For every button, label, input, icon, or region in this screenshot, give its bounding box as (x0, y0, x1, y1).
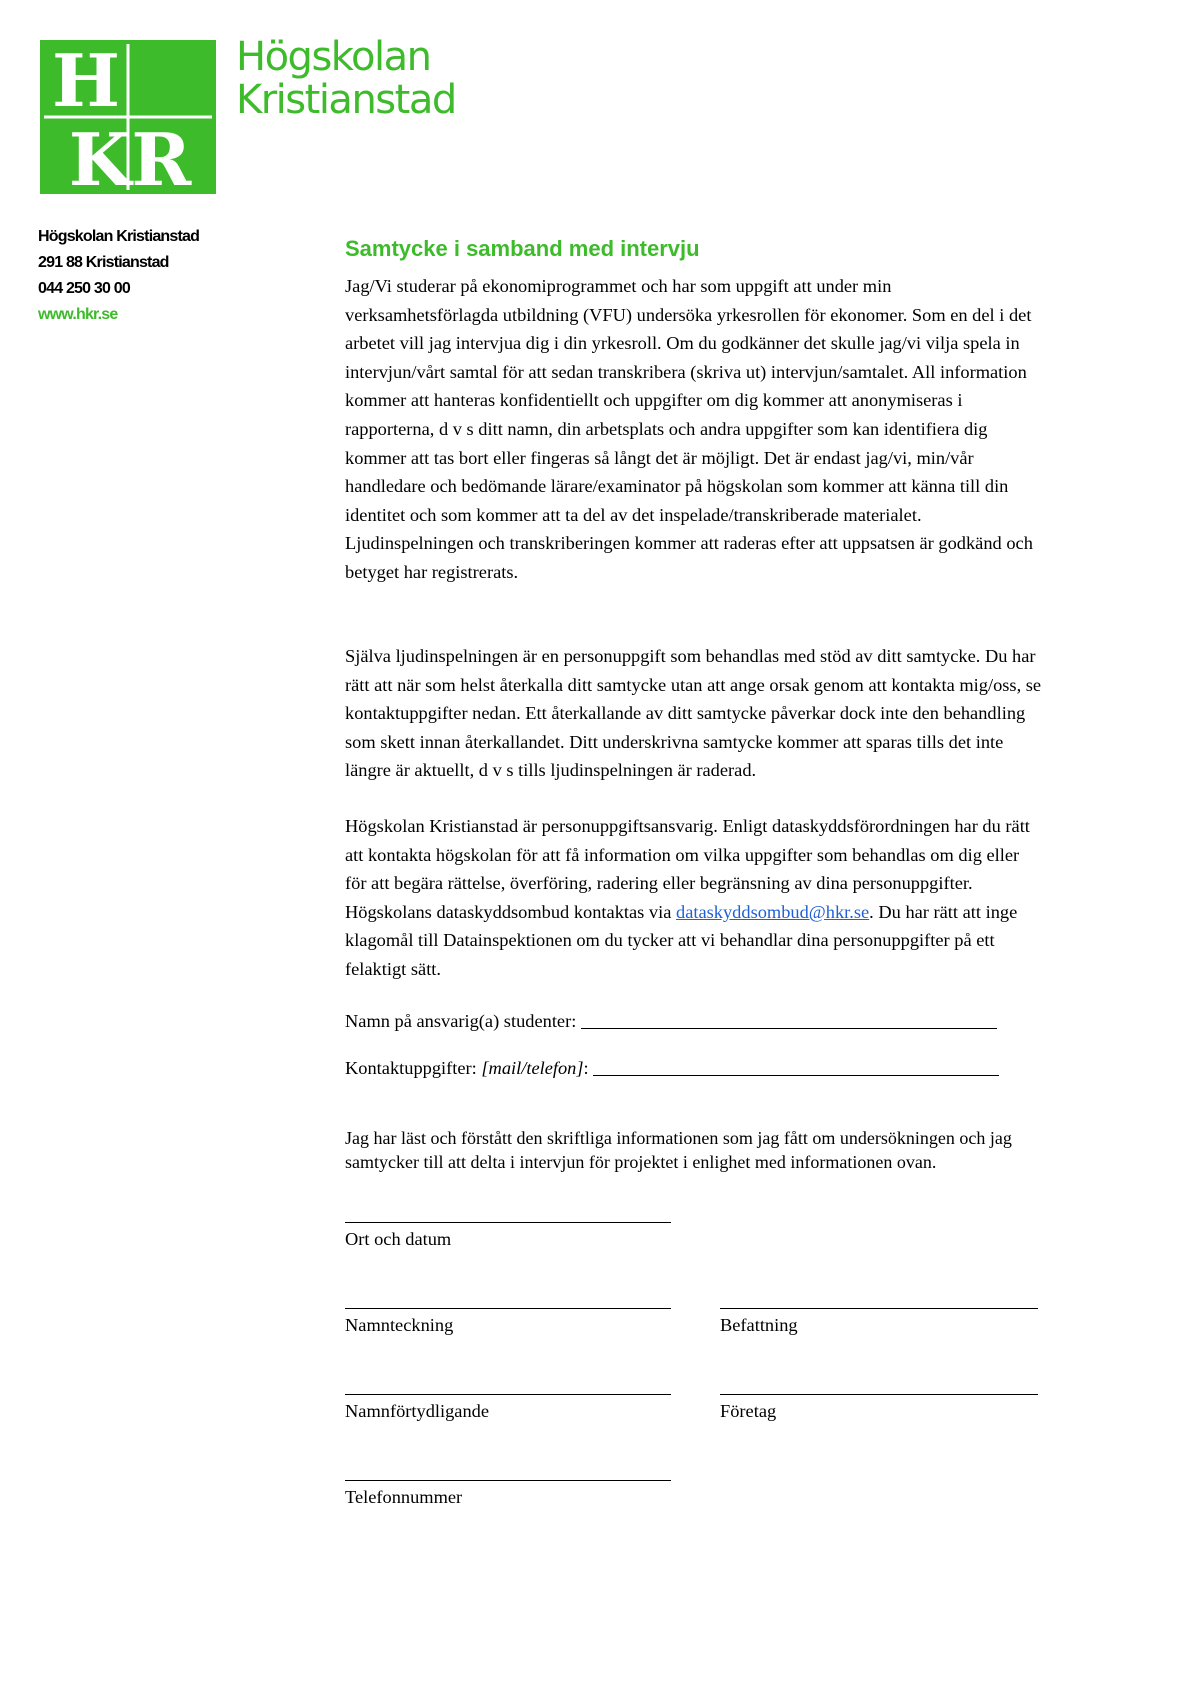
contact-field-hint: [mail/telefon] (481, 1058, 584, 1078)
address-website-link[interactable]: www.hkr.se (38, 306, 118, 323)
dpo-email-link[interactable]: dataskyddsombud@hkr.se (676, 901, 870, 922)
paragraph-data-protection-text: Högskolan Kristianstad är personuppgiftsansvarig. Enligt dataskyddsförordningen har du rätt att kontakta högskolan för att få information om vilka uppgifter som behandlas om dig eller för att begära rättelse, överföring, radering eller begränsning av dina personuppgifter. Högskolans dataskyddsombud kontaktas via (345, 816, 1030, 922)
name-clarification-label: Namnförtydligande (345, 1401, 490, 1421)
consent-statement: Jag har läst och förstått den skriftliga informationen som jag fått om undersökningen och jag samtycker till att delta i intervjun för projektet i enlighet med informationen ovan. (345, 1128, 1012, 1172)
paragraph-intro: Jag/Vi studerar på ekonomiprogrammet och har som uppgift att under min verksamhetsförlagda utbildning (VFU) undersöka yrkesrollen för ekonomer. Som en del i det arbetet vill jag intervjua dig i din yrkesroll. Om du godkänner det skulle jag/vi vilja spela in intervjun/vårt samtal för att sedan transkribera (skriva ut) intervjun/samtalet. All information kommer att hanteras konfidentiellt och uppgifter om dig kommer att anonymiseras i rapporterna, d v s ditt namn, din arbetsplats och andra uppgifter som kan identifiera dig kommer att tas bort eller fingeras så långt det är möjligt. Det är endast jag/vi, min/vår handledare och bedömande lärare/examinator på högskolan som kommer att känna till din identitet och som kommer att ta del av det inspelade/transkriberade materialet. Ljudinspelningen och transkriberingen kommer att raderas efter att uppsatsen är godkänd och betyget har registrerats. (345, 276, 1033, 582)
contact-field-label: Kontaktuppgifter: (345, 1058, 482, 1078)
signature-phone (345, 1480, 671, 1508)
address-phone: 044 250 30 00 (38, 280, 130, 297)
place-date-label: Ort och datum (345, 1229, 452, 1249)
company-label: Företag (720, 1401, 777, 1421)
signature-signature (345, 1308, 671, 1336)
document-title: Samtycke i samband med intervju (345, 236, 700, 261)
contact-field-colon: : (583, 1058, 589, 1078)
address-line1: Högskolan Kristianstad (38, 228, 200, 245)
position-line[interactable] (720, 1308, 1038, 1309)
contact-field (345, 1057, 999, 1079)
company-line[interactable] (720, 1394, 1038, 1395)
paragraph-data-protection-text-end: . Du har rätt att inge klagomål till Datainspektionen om du tycker att vi behandlar dina personuppgifter på ett felaktigt sätt. (345, 901, 1018, 979)
students-field-label: Namn på ansvarig(a) studenter: (345, 1011, 581, 1031)
paragraph-recording: Själva ljudinspelningen är en personuppgift som behandlas med stöd av ditt samtycke. Du har rätt att när som helst återkalla ditt samtycke utan att ange orsak genom att kontakta mig/oss, se kontaktuppgifter nedan. Ett återkallande av ditt samtycke påverkar dock inte den behandling som skett innan återkallandet. Ditt underskrivna samtycke kommer att sparas tills det inte längre är aktuellt, d v s tills ljudinspelningen är raderad. (345, 646, 1042, 781)
phone-line[interactable] (345, 1480, 671, 1481)
signature-label: Namnteckning (345, 1315, 454, 1335)
signature-position (720, 1308, 1038, 1336)
name-clarification-line[interactable] (345, 1394, 671, 1395)
logo-wordmark (236, 36, 456, 122)
position-label: Befattning (720, 1315, 798, 1335)
students-field-line[interactable] (581, 1010, 997, 1029)
signature-company (720, 1394, 1038, 1422)
signature-line[interactable] (345, 1308, 671, 1309)
logo-name-line1: Högskolan (236, 34, 431, 80)
contact-field-line[interactable] (593, 1057, 999, 1076)
paragraph-data-protection (345, 812, 1042, 984)
signature-name-clarification (345, 1394, 671, 1422)
address-line2: 291 88 Kristianstad (38, 254, 169, 271)
sender-address (38, 224, 199, 328)
logo-letters-bottom: KR (68, 117, 192, 194)
logo-letters-top: H (51, 40, 121, 123)
signature-place-date (345, 1222, 671, 1250)
students-field (345, 1010, 997, 1032)
place-date-line[interactable] (345, 1222, 671, 1223)
logo-mark (40, 40, 216, 194)
hkr-logo (40, 40, 216, 194)
logo-name-line2: Kristianstad (236, 77, 456, 124)
phone-label: Telefonnummer (345, 1487, 463, 1507)
